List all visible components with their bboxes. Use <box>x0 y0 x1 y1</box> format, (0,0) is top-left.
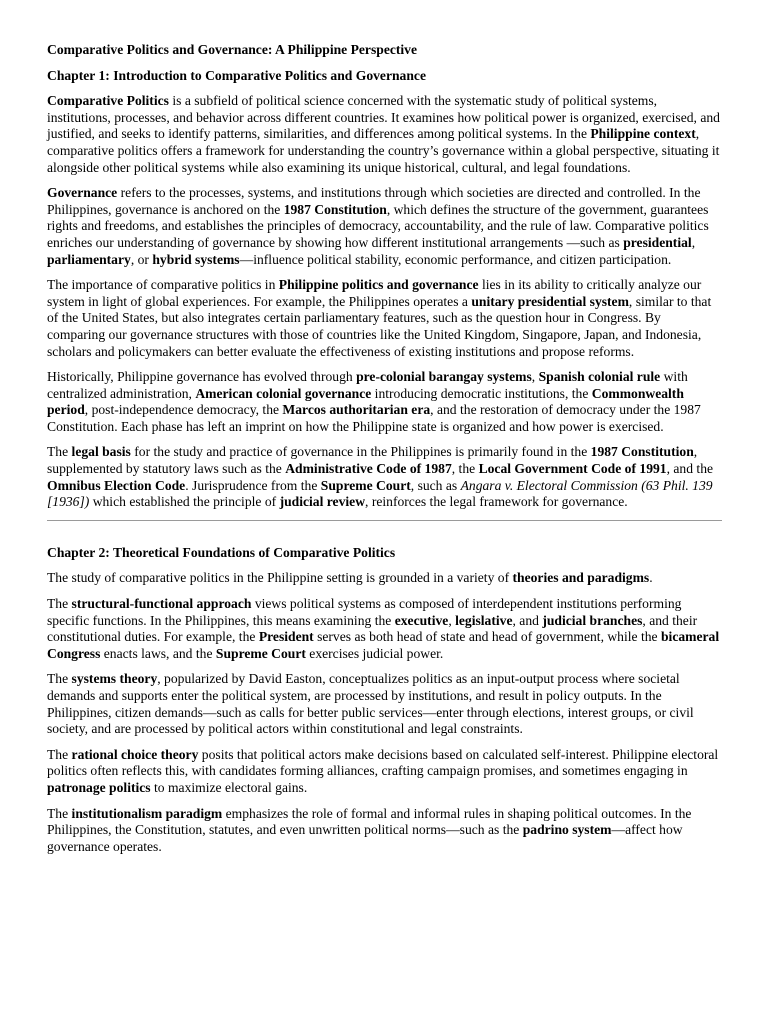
text-run: , post-independence democracy, the <box>84 402 283 418</box>
text-run: , the <box>451 461 479 477</box>
text-run: The <box>47 746 72 762</box>
bold-term: President <box>258 629 314 645</box>
text-run: to maximize electoral gains. <box>150 779 308 795</box>
paragraph <box>47 671 722 737</box>
paragraph <box>47 444 722 510</box>
text-run: —affect how governance operates. <box>47 822 683 854</box>
bold-term: structural-functional approach <box>71 596 252 612</box>
bold-term: unitary presidential system <box>471 293 629 309</box>
bold-term: Marcos authoritarian era <box>282 402 431 418</box>
text-run: , which defines the structure of the government, guarantees rights and freedoms, and establishes the principles of democracy, accountability, and the rule of law. Comparative politics enriches our understanding of governance by showing how different institutional arrangements —such as <box>47 201 709 250</box>
chapter-1 <box>47 68 722 511</box>
bold-term: Supreme Court <box>320 477 411 493</box>
bold-term: Governance <box>47 185 118 201</box>
bold-term: padrino system <box>522 822 612 838</box>
text-run: emphasizes the role of formal and informal rules in shaping political outcomes. In the Philippines, the Constitution, statutes, and even unwritten political norms—such as the <box>47 805 692 838</box>
bold-term: Commonwealth period <box>47 385 684 418</box>
bold-term: bicameral Congress <box>47 629 720 661</box>
text-run: , <box>691 234 696 250</box>
bold-term: judicial branches <box>542 612 643 628</box>
text-run: , and their constitutional duties. For example, the <box>47 612 698 645</box>
text-run: , and the <box>666 461 714 477</box>
section-divider <box>47 520 722 521</box>
bold-term: Philippine politics and governance <box>278 277 479 293</box>
text-run: The study of comparative politics in the Philippine setting is grounded in a variety of <box>47 570 513 586</box>
text-run: , and <box>512 612 543 628</box>
text-run: lies in its ability to critically analyze our system in light of global experiences. For example, the Philippines operates a <box>47 277 702 309</box>
text-run: with centralized administration, <box>47 369 688 401</box>
paragraph <box>47 747 722 797</box>
text-run: enacts laws, and the <box>100 645 216 661</box>
bold-term: Administrative Code of 1987 <box>285 461 452 477</box>
text-run: , popularized by David Easton, conceptualizes politics as an input-output process where societal demands and supports enter the political system, are processed by institutions, and result in policy outputs. In the Philippines, citizen demands—such as calls for better public services—enter through elections, interest groups, or civil society, and are processed by political actors within constitutional and legal constraints. <box>47 671 694 737</box>
paragraph <box>47 369 722 435</box>
paragraph <box>47 185 722 268</box>
chapter-title: Chapter 2: Theoretical Foundations of Comparative Politics <box>47 544 396 560</box>
text-run: , or <box>130 251 153 267</box>
text-run: , similar to that of the United States, but also integrates certain parliamentary features, such as the question hour in Congress. By comparing our governance structures with those of countries like the United Kingdom, Singapore, Japan, and Indonesia, scholars and policymakers can better evaluate the effectiveness of existing institutions and propose reforms. <box>47 293 712 359</box>
bold-term: parliamentary <box>47 251 131 267</box>
text-run: The importance of comparative politics in <box>47 277 279 293</box>
bold-term: presidential <box>623 234 692 250</box>
text-run: The <box>47 596 72 612</box>
text-run: Historically, Philippine governance has evolved through <box>47 369 357 385</box>
bold-term: Spanish colonial rule <box>538 369 661 385</box>
text-run: for the study and practice of governance in the Philippines is primarily found in the <box>130 444 591 460</box>
bold-term: judicial review <box>279 494 366 510</box>
paragraph <box>47 570 722 587</box>
text-run: which established the principle of <box>89 494 280 510</box>
paragraph <box>47 596 722 662</box>
bold-term: pre-colonial barangay systems <box>356 369 532 385</box>
bold-term: systems theory <box>71 671 158 687</box>
text-run: posits that political actors make decisions based on calculated self-interest. Philippine electoral politics often reflects this, with candidates forming alliances, crafting campaign promises, and sometimes engaging in <box>47 746 719 779</box>
text-run: , <box>531 369 539 385</box>
text-run: , reinforces the legal framework for governance. <box>365 494 628 510</box>
bold-term: 1987 Constitution <box>283 201 387 217</box>
text-run: The <box>47 805 72 821</box>
text-run: exercises judicial power. <box>305 645 444 661</box>
text-run: , such as <box>410 477 461 493</box>
text-run: —influence political stability, economic performance, and citizen participation. <box>239 251 672 267</box>
text-run: serves as both head of state and head of government, while the <box>313 629 661 645</box>
text-run: The <box>47 444 72 460</box>
bold-term: legislative <box>455 612 513 628</box>
text-run: The <box>47 671 72 687</box>
text-run: , comparative politics offers a framework for understanding the country’s governance within a global perspective, situating it alongside other political systems while also examining its unique historical, cultural, and legal foundations. <box>47 126 720 175</box>
italic-citation: Angara v. Electoral Commission (63 Phil. 139 [1936]) <box>47 477 713 510</box>
bold-term: American colonial governance <box>195 385 372 401</box>
bold-term: patronage politics <box>47 779 151 795</box>
bold-term: hybrid systems <box>152 251 240 267</box>
bold-term: Omnibus Election Code <box>47 477 186 493</box>
bold-term: Local Government Code of 1991 <box>478 461 667 477</box>
document-title: Comparative Politics and Governance: A Philippine Perspective <box>47 42 418 57</box>
text-run: , supplemented by statutory laws such as the <box>47 444 698 477</box>
text-run: introducing democratic institutions, the <box>371 385 592 401</box>
text-run: views political systems as composed of interdependent institutions performing specific functions. In the Philippines, this means examining the <box>47 596 682 628</box>
bold-term: Comparative Politics <box>47 93 169 109</box>
bold-term: institutionalism paradigm <box>71 805 223 821</box>
bold-term: executive <box>394 612 449 628</box>
paragraph <box>47 277 722 360</box>
bold-term: 1987 Constitution <box>590 444 694 460</box>
bold-term: theories and paradigms <box>512 570 650 586</box>
bold-term: legal basis <box>71 444 131 460</box>
chapter-title: Chapter 1: Introduction to Comparative Politics and Governance <box>47 67 426 83</box>
bold-term: Philippine context <box>590 126 696 142</box>
text-run: refers to the processes, systems, and institutions through which societies are directed and controlled. In the Philippines, governance is anchored on the <box>47 185 701 217</box>
paragraph <box>47 93 722 176</box>
text-run: , and the restoration of democracy under the 1987 Constitution. Each phase has left an imprint on how the Philippine state is organized and how power is exercised. <box>47 402 701 434</box>
bold-term: Supreme Court <box>215 645 306 661</box>
chapter-2 <box>47 545 722 856</box>
bold-term: rational choice theory <box>71 746 199 762</box>
paragraph <box>47 806 722 856</box>
text-run: . <box>649 570 653 586</box>
text-run: is a subfield of political science concerned with the systematic study of political systems, institutions, processes, and behavior across different countries. It examines how political power is organized, exercised, and justified, and seeks to identify patterns, similarities, and differences among political systems. In the <box>47 93 720 142</box>
text-run: . Jurisprudence from the <box>185 477 321 493</box>
text-run: , <box>448 612 456 628</box>
